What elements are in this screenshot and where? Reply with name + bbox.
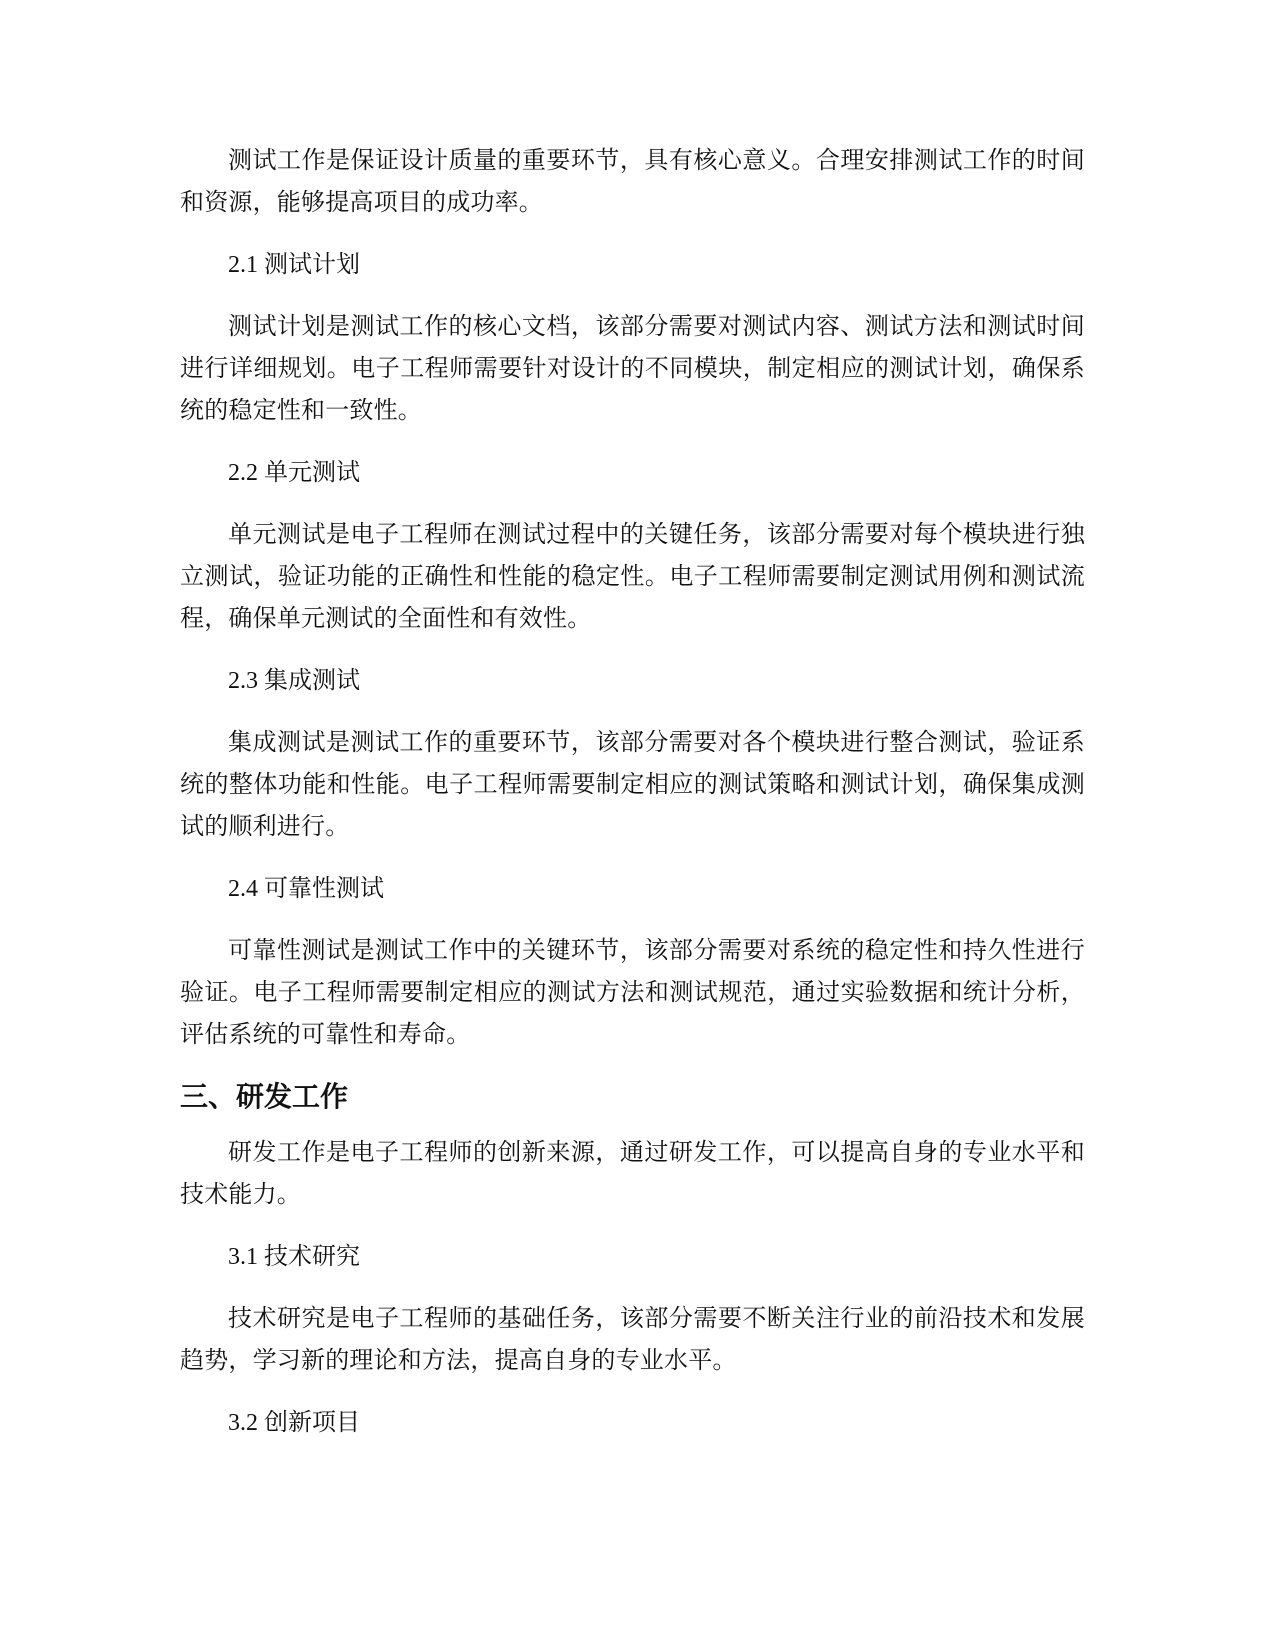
subheading-innovation-project: 3.2 创新项目 [228, 1410, 360, 1436]
subheading-tech-research: 3.1 技术研究 [228, 1244, 360, 1270]
paragraph-testing-intro: 测试工作是保证设计质量的重要环节，具有核心意义。合理安排测试工作的时间和资源，能够提高项目的成功率。 [180, 148, 1085, 216]
paragraph-reliability-test: 可靠性测试是测试工作中的关键环节，该部分需要对系统的稳定性和持久性进行验证。电子工程师需要制定相应的测试方法和测试规范，通过实验数据和统计分析，评估系统的可靠性和寿命。 [180, 938, 1085, 1048]
subheading-test-plan: 2.1 测试计划 [228, 252, 360, 278]
paragraph-rd-intro: 研发工作是电子工程师的创新来源，通过研发工作，可以提高自身的专业水平和技术能力。 [180, 1140, 1085, 1208]
paragraph-integration-test: 集成测试是测试工作的重要环节，该部分需要对各个模块进行整合测试，验证系统的整体功能和性能。电子工程师需要制定相应的测试策略和测试计划，确保集成测试的顺利进行。 [180, 730, 1085, 840]
subheading-integration-test: 2.3 集成测试 [228, 668, 360, 694]
paragraph-unit-test: 单元测试是电子工程师在测试过程中的关键任务，该部分需要对每个模块进行独立测试，验证功能的正确性和性能的稳定性。电子工程师需要制定测试用例和测试流程，确保单元测试的全面性和有效性。 [180, 522, 1085, 632]
document-body [180, 140, 1085, 1464]
paragraph-test-plan: 测试计划是测试工作的核心文档，该部分需要对测试内容、测试方法和测试时间进行详细规划。电子工程师需要针对设计的不同模块，制定相应的测试计划，确保系统的稳定性和一致性。 [180, 314, 1085, 424]
subheading-reliability-test: 2.4 可靠性测试 [228, 876, 384, 902]
subheading-unit-test: 2.2 单元测试 [228, 460, 360, 486]
section-heading-rd: 三、研发工作 [180, 1080, 349, 1113]
paragraph-tech-research: 技术研究是电子工程师的基础任务，该部分需要不断关注行业的前沿技术和发展趋势，学习新的理论和方法，提高自身的专业水平。 [180, 1306, 1085, 1374]
